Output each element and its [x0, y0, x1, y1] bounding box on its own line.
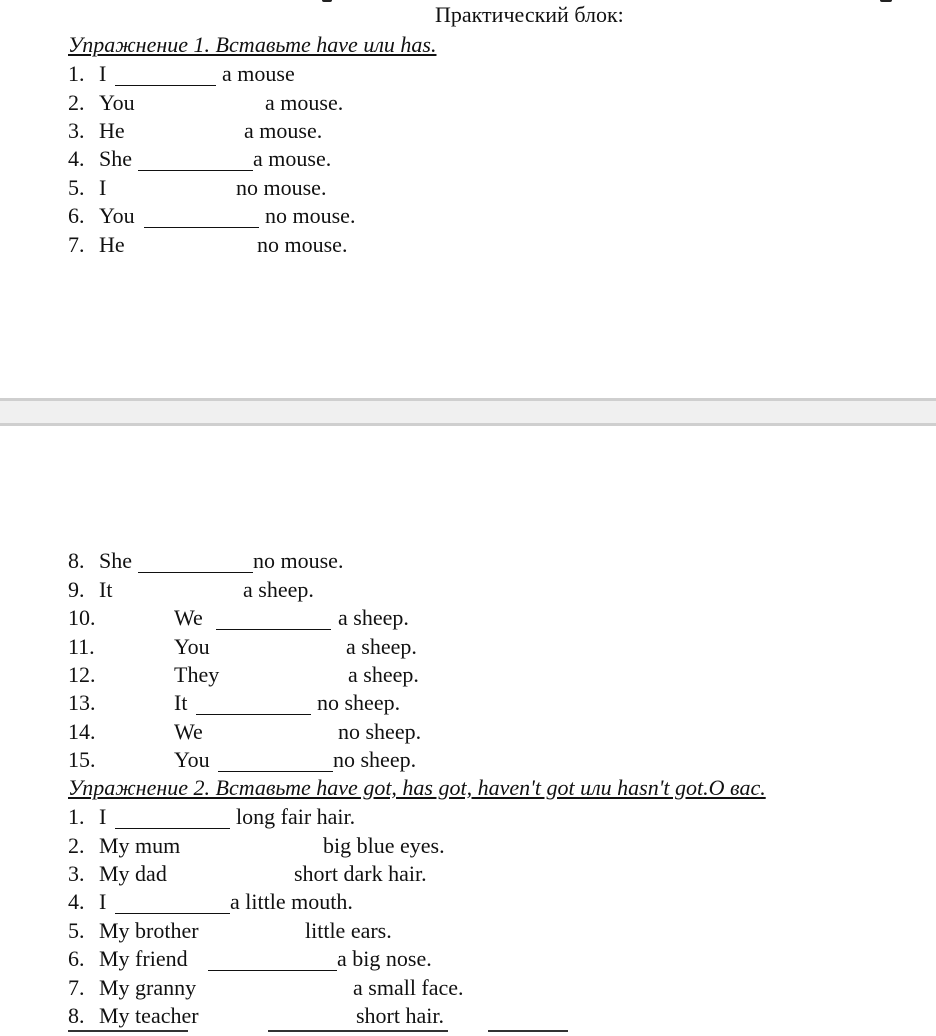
item-rest: no mouse. [257, 232, 348, 257]
item-subject: He [99, 232, 125, 257]
item-rest: a little mouth. [230, 889, 353, 914]
answer-blank [138, 170, 253, 171]
item-number: 2. [68, 90, 85, 115]
page-title: Практический блок: [435, 2, 624, 27]
answer-blank [144, 227, 259, 228]
item-number: 12. [68, 662, 96, 687]
item-subject: She [99, 146, 132, 171]
item-number: 5. [68, 918, 85, 943]
cropped-next-line [68, 1030, 578, 1036]
item-rest: big blue eyes. [323, 833, 445, 858]
exercise-2-heading: Упражнение 2. Вставьте have got, has got, haven't got или hasn't got.О вас. [68, 775, 766, 800]
item-rest: no sheep. [338, 719, 422, 744]
exercise-1-heading: Упражнение 1. Вставьте have или has. [68, 32, 437, 57]
item-number: 6. [68, 203, 85, 228]
item-rest: a mouse. [244, 118, 323, 143]
answer-blank [115, 828, 230, 829]
item-number: 11. [68, 634, 95, 659]
item-subject: I [99, 61, 107, 86]
item-number: 1. [68, 804, 85, 829]
item-rest: a mouse. [265, 90, 344, 115]
item-subject: We [174, 719, 203, 744]
answer-blank [138, 572, 253, 573]
cropped-text-fragment [322, 0, 332, 2]
item-number: 7. [68, 232, 85, 257]
item-number: 1. [68, 61, 85, 86]
item-subject: It [174, 690, 188, 715]
answer-blank [196, 714, 311, 715]
answer-blank [208, 970, 337, 971]
item-subject: They [174, 662, 220, 687]
answer-blank [216, 629, 331, 630]
item-subject: My mum [99, 833, 181, 858]
item-number: 3. [68, 118, 85, 143]
item-rest: a sheep. [243, 577, 314, 602]
item-rest: a big nose. [337, 946, 432, 971]
item-rest: short hair. [356, 1003, 444, 1028]
item-rest: a mouse. [253, 146, 332, 171]
item-number: 8. [68, 1003, 85, 1028]
item-subject: My teacher [99, 1003, 199, 1028]
item-subject: He [99, 118, 125, 143]
item-number: 13. [68, 690, 96, 715]
item-rest: a sheep. [338, 605, 409, 630]
item-subject: My dad [99, 861, 167, 886]
answer-blank [115, 85, 216, 86]
item-subject: She [99, 548, 132, 573]
item-number: 4. [68, 889, 85, 914]
item-rest: no mouse. [265, 203, 356, 228]
item-subject: I [99, 889, 107, 914]
item-rest: a mouse [222, 61, 295, 86]
item-subject: I [99, 175, 107, 200]
item-rest: short dark hair. [294, 861, 427, 886]
item-number: 6. [68, 946, 85, 971]
item-subject: My granny [99, 975, 197, 1000]
item-rest: no mouse. [253, 548, 344, 573]
answer-blank [115, 913, 230, 914]
item-number: 7. [68, 975, 85, 1000]
item-number: 9. [68, 577, 85, 602]
item-subject: It [99, 577, 113, 602]
item-subject: You [99, 90, 135, 115]
document-page-1 [0, 0, 936, 398]
item-subject: My friend [99, 946, 188, 971]
item-number: 8. [68, 548, 85, 573]
item-rest: a small face. [353, 975, 464, 1000]
item-number: 14. [68, 719, 96, 744]
item-rest: long fair hair. [236, 804, 356, 829]
item-subject: You [174, 634, 210, 659]
item-number: 10. [68, 605, 96, 630]
page-separator [0, 398, 936, 426]
item-number: 4. [68, 146, 85, 171]
answer-blank [218, 771, 333, 772]
document-page-2 [0, 426, 936, 1036]
item-number: 15. [68, 747, 96, 772]
item-rest: no sheep. [317, 690, 401, 715]
item-subject: My brother [99, 918, 199, 943]
item-number: 2. [68, 833, 85, 858]
item-rest: little ears. [305, 918, 392, 943]
item-rest: no mouse. [236, 175, 327, 200]
item-subject: We [174, 605, 203, 630]
item-rest: a sheep. [348, 662, 419, 687]
item-subject: You [99, 203, 135, 228]
item-number: 5. [68, 175, 85, 200]
item-rest: a sheep. [346, 634, 417, 659]
item-subject: I [99, 804, 107, 829]
item-number: 3. [68, 861, 85, 886]
item-subject: You [174, 747, 210, 772]
cropped-text-fragment [880, 0, 892, 2]
item-rest: no sheep. [333, 747, 417, 772]
